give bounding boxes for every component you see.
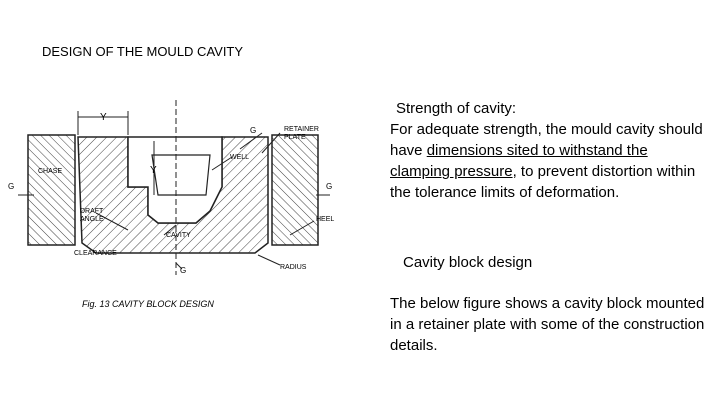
label-g-left: G [8, 182, 15, 191]
strength-text-underlined: dimensions sited to withstand the clamping pressure [390, 142, 648, 180]
strength-text-post: , to prevent distortion within the tolerance limits of deformation. [390, 163, 696, 201]
well [152, 155, 210, 195]
label-heel: HEEL [316, 216, 335, 223]
label-y-left: Y [150, 165, 157, 176]
label-draft: DRAFT [80, 208, 104, 215]
label-g-bottom: G [180, 266, 187, 275]
strength-text-pre: For adequate strength, the mould cavity should have [390, 121, 703, 159]
cavity-block-diagram [0, 95, 360, 325]
cavity-block-paragraph: The below figure shows a cavity block mounted in a retainer plate with some of the construction details. [390, 295, 705, 354]
label-retainer: RETAINER [284, 126, 319, 133]
label-well: WELL [230, 154, 250, 161]
label-y-top: Y [100, 112, 107, 123]
label-cavity: CAVITY [166, 232, 191, 239]
label-plate: PLATE [284, 134, 306, 141]
label-g-right: G [326, 182, 333, 191]
strength-paragraph [390, 98, 710, 203]
chase-left [28, 135, 75, 245]
slide-title: DESIGN OF THE MOULD CAVITY [42, 44, 244, 59]
label-radius: RADIUS [280, 264, 307, 271]
cavity-block-heading: Cavity block design [403, 254, 533, 271]
label-chase: CHASE [38, 168, 63, 175]
label-g-top: G [250, 126, 257, 135]
label-angle: ANGLE [80, 216, 104, 223]
strength-heading: Strength of cavity: [396, 100, 517, 117]
figure-caption: Fig. 13 CAVITY BLOCK DESIGN [82, 299, 214, 309]
label-clearance: CLEARANCE [74, 250, 117, 257]
chase-right [272, 135, 318, 245]
